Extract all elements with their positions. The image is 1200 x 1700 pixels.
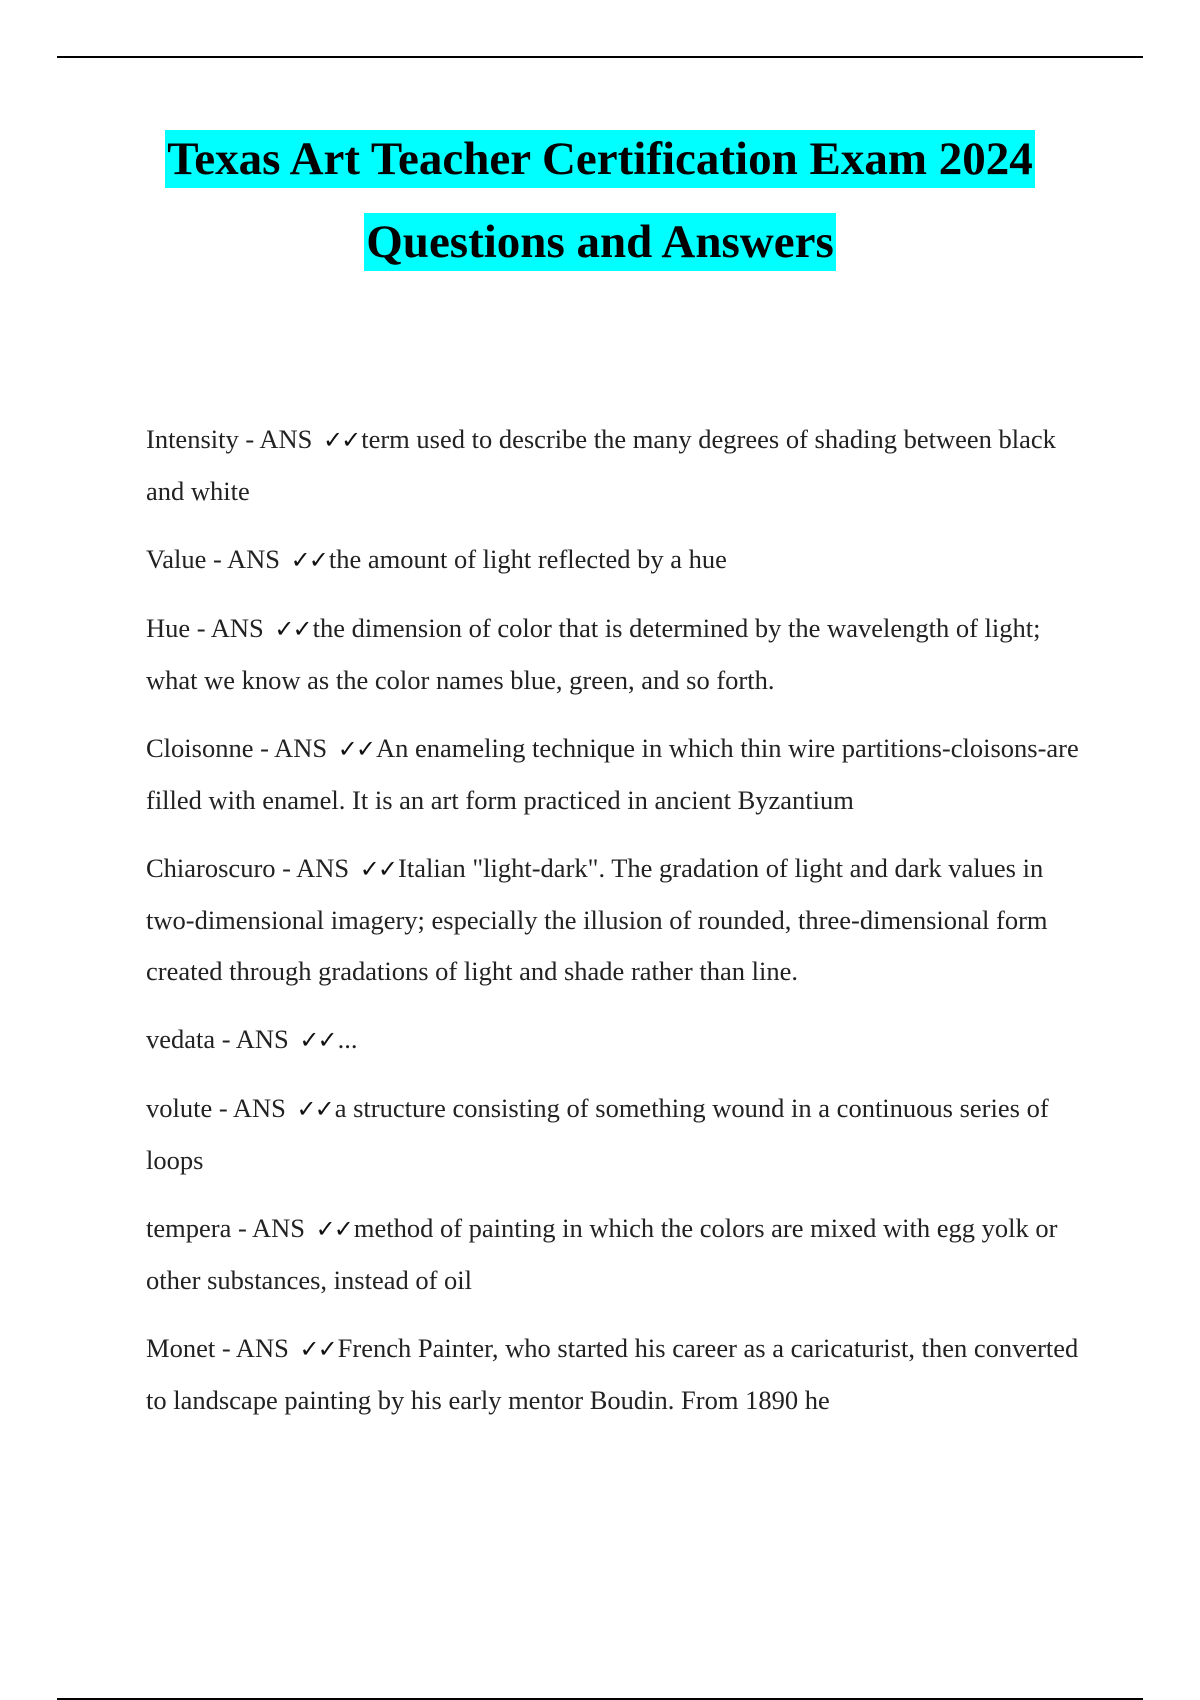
- qa-answer: the dimension of color that is determined by the wavelength of light; what we know as the color names blue, green, and so forth.: [146, 613, 1041, 695]
- qa-term: tempera: [146, 1213, 232, 1243]
- qa-separator: - ANS: [215, 1024, 296, 1054]
- qa-separator: - ANS: [253, 733, 334, 763]
- double-check-icon: ✓✓: [290, 546, 327, 574]
- qa-entry: [146, 414, 1091, 517]
- qa-entry: [146, 843, 1091, 997]
- qa-entry: [146, 723, 1091, 826]
- qa-answer: An enameling technique in which thin wire partitions-cloisons-are filled with enamel. It is an art form practiced in ancient Byzantium: [146, 733, 1079, 815]
- title-line-2: Questions and Answers: [364, 213, 836, 271]
- qa-separator: - ANS: [275, 853, 356, 883]
- qa-entry: [146, 1203, 1091, 1306]
- qa-entry: [146, 1323, 1091, 1426]
- double-check-icon: ✓✓: [337, 735, 374, 763]
- double-check-icon: ✓✓: [296, 1095, 333, 1123]
- document-title: [0, 130, 1200, 296]
- qa-term: vedata: [146, 1024, 216, 1054]
- double-check-icon: ✓✓: [299, 1335, 336, 1363]
- qa-list: [146, 414, 1091, 1443]
- qa-term: Value: [146, 544, 207, 574]
- double-check-icon: ✓✓: [323, 426, 360, 454]
- qa-term: Chiaroscuro: [146, 853, 276, 883]
- qa-answer: a structure consisting of something wound in a continuous series of loops: [146, 1093, 1049, 1175]
- qa-separator: - ANS: [215, 1333, 296, 1363]
- qa-answer: French Painter, who started his career as a caricaturist, then converted to landscape painting by his early mentor Boudin. From 1890 he: [146, 1333, 1079, 1415]
- qa-separator: - ANS: [212, 1093, 293, 1123]
- double-check-icon: ✓✓: [359, 855, 397, 883]
- qa-term: Monet: [146, 1333, 216, 1363]
- qa-separator: - ANS: [206, 544, 287, 574]
- qa-term: Cloisonne: [146, 733, 254, 763]
- qa-separator: - ANS: [190, 613, 271, 643]
- qa-entry: [146, 1014, 1091, 1066]
- qa-term: volute: [146, 1093, 213, 1123]
- double-check-icon: ✓✓: [274, 615, 311, 643]
- qa-answer: method of painting in which the colors are mixed with egg yolk or other substances, instead of oil: [146, 1213, 1058, 1295]
- qa-answer: ...: [337, 1024, 358, 1054]
- double-check-icon: ✓✓: [299, 1026, 336, 1054]
- qa-entry: [146, 534, 1091, 586]
- qa-answer: term used to describe the many degrees of shading between black and white: [146, 424, 1056, 506]
- qa-separator: - ANS: [231, 1213, 312, 1243]
- qa-term: Hue: [146, 613, 191, 643]
- top-rule: [57, 56, 1143, 58]
- qa-entry: [146, 1083, 1091, 1186]
- qa-entry: [146, 603, 1091, 706]
- qa-answer: the amount of light reflected by a hue: [328, 544, 727, 574]
- qa-separator: - ANS: [238, 424, 320, 454]
- qa-answer: Italian "light-dark". The gradation of light and dark values in two-dimensional imagery; especially the illusion of rounded, three-dimensional form created through gradations of light and shade rather than line.: [146, 853, 1048, 986]
- qa-term: Intensity: [146, 424, 239, 454]
- title-line-1: Texas Art Teacher Certification Exam 2024: [165, 130, 1035, 188]
- double-check-icon: ✓✓: [315, 1215, 352, 1243]
